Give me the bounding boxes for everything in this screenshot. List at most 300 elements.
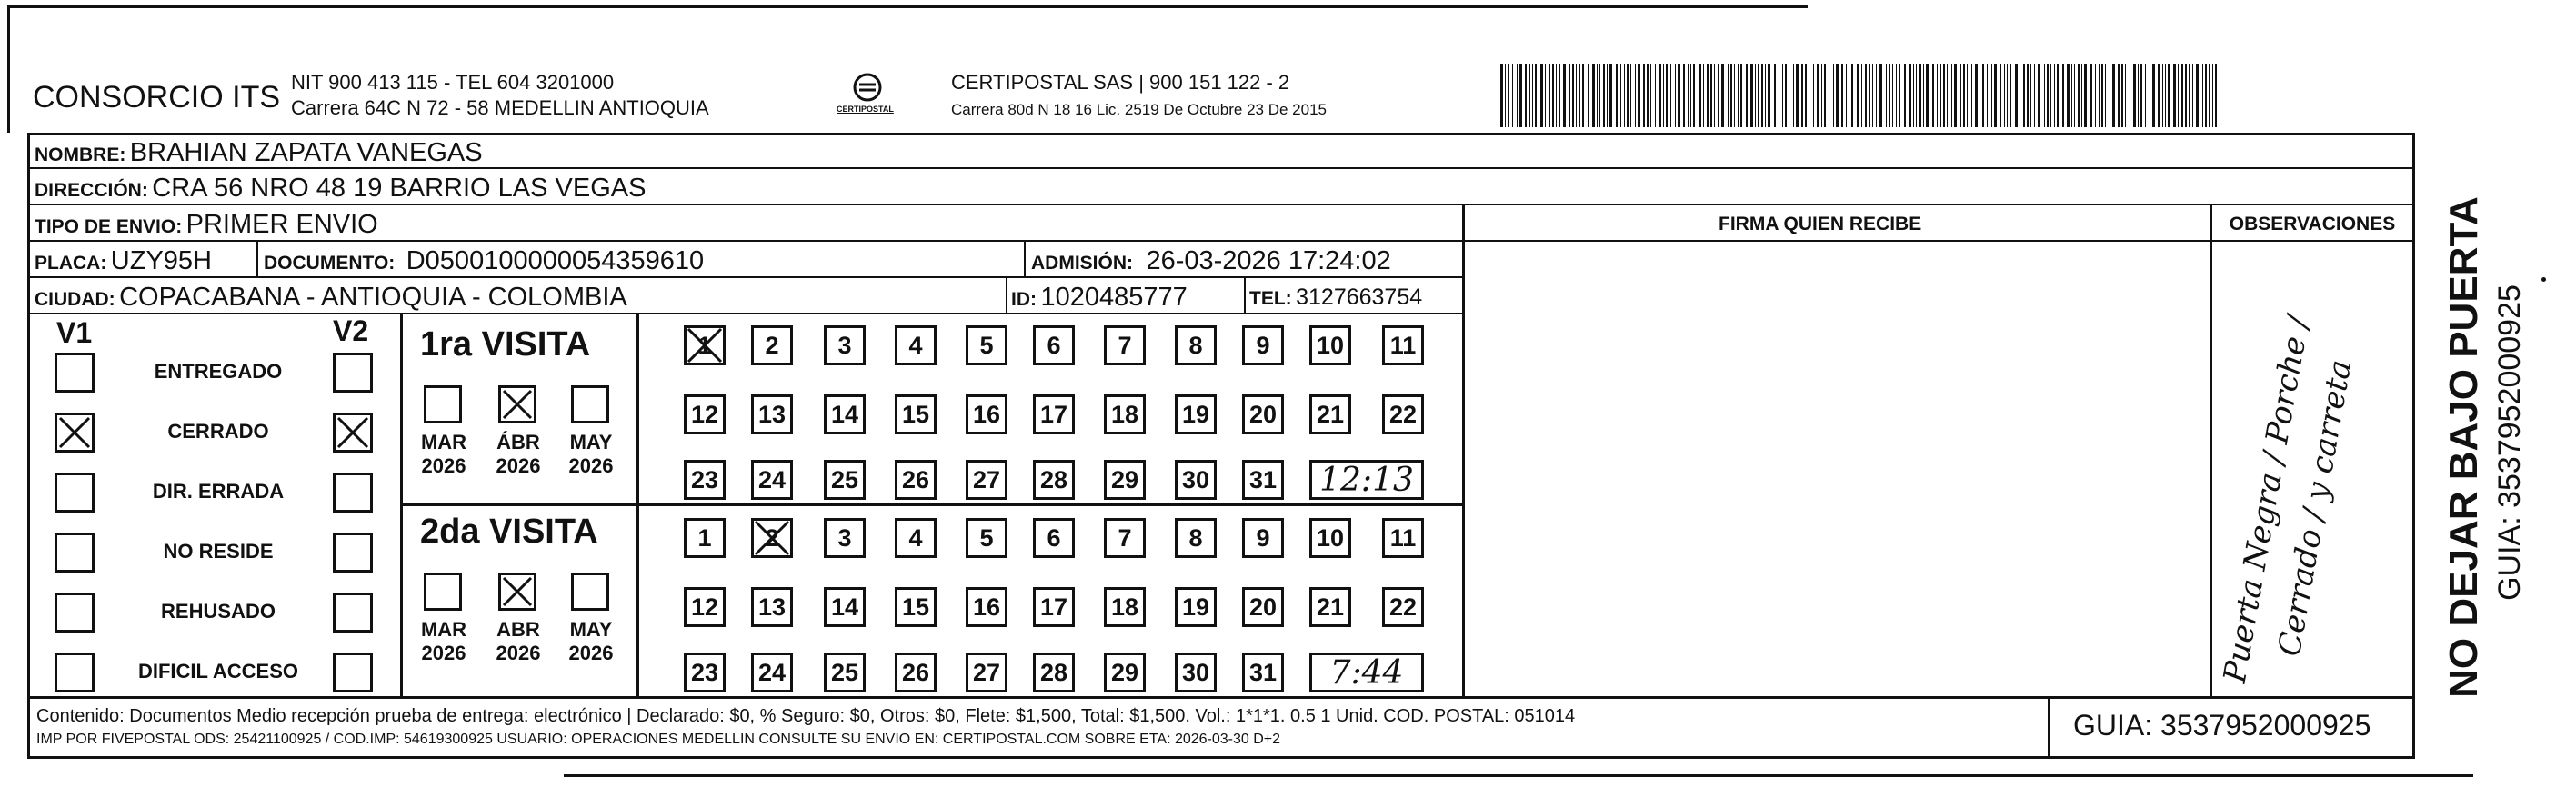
barcode-bar [1919, 64, 1921, 127]
barcode-bar [1703, 64, 1704, 127]
visit2-month-label: MAY [569, 618, 613, 641]
barcode-bar [1592, 64, 1595, 127]
barcode-bar [1947, 64, 1948, 127]
visit2-year-label: 2026 [568, 642, 614, 664]
visit1-day-8[interactable]: 8 [1175, 325, 1217, 365]
barcode-bar [2158, 64, 2160, 127]
barcode-bar [2173, 64, 2176, 127]
barcode-bar [1876, 64, 1877, 127]
row-line [27, 313, 1464, 314]
visit2-day-2[interactable]: 2 [751, 518, 793, 558]
barcode-bar [2015, 64, 2018, 127]
visit2-day-11[interactable]: 11 [1382, 518, 1424, 558]
shipping-type: PRIMER ENVIO [185, 210, 378, 239]
status-label: CERRADO [167, 420, 269, 443]
barcode-bar [1635, 64, 1636, 127]
barcode-bar [1505, 64, 1506, 127]
visit2-day-22[interactable]: 22 [1382, 587, 1424, 627]
barcode-bar [2050, 64, 2051, 127]
row-line [27, 696, 2415, 699]
company-name: CONSORCIO ITS [33, 80, 281, 115]
visit1-day-23[interactable]: 23 [684, 460, 726, 500]
barcode-bar [2140, 64, 2142, 127]
shipping-type-label: TIPO DE ENVIO: [35, 216, 183, 237]
company-nit: NIT 900 413 115 - TEL 604 3201000 [291, 71, 615, 94]
visit2-day-7[interactable]: 7 [1104, 518, 1146, 558]
row-line [27, 240, 1464, 242]
barcode-bar [1801, 64, 1803, 127]
barcode-bar [1987, 64, 1988, 127]
visit2-time-box[interactable]: 7:44 [1309, 653, 1424, 692]
barcode-bar [1721, 64, 1724, 127]
barcode-bar [2118, 64, 2120, 127]
barcode-bar [2152, 64, 2155, 127]
barcode-bar [1519, 64, 1522, 127]
col-line [1462, 204, 1465, 697]
barcode-bar [1963, 64, 1965, 127]
visit2-month-checkbox[interactable] [571, 573, 609, 611]
courier-address: Carrera 80d N 18 16 Lic. 2519 De Octubre 23 De 2015 [951, 101, 1327, 118]
signature-header: FIRMA QUIEN RECIBE [1719, 214, 1922, 234]
visit2-day-19[interactable]: 19 [1175, 587, 1217, 627]
barcode-bar [1620, 64, 1621, 127]
barcode-bar [1909, 64, 1911, 127]
status-label: REHUSADO [161, 600, 276, 623]
col-line [2048, 696, 2050, 758]
barcode-bar [1738, 64, 1739, 127]
status-checkbox-v1[interactable] [55, 353, 95, 393]
visit1-day-22[interactable]: 22 [1382, 394, 1424, 434]
visit2-day-1[interactable]: 1 [684, 518, 726, 558]
frame-left [27, 133, 30, 758]
visit1-month-checkbox[interactable] [571, 385, 609, 423]
barcode-bar [2099, 64, 2100, 127]
barcode-bar [1663, 64, 1664, 127]
barcode-bar [2095, 64, 2096, 127]
barcode-bar [2057, 64, 2059, 127]
barcode-bar [2189, 64, 2190, 127]
barcode-bar [1545, 64, 1546, 127]
barcode-bar [1734, 64, 1735, 127]
visit2-month-label: ABR [496, 618, 540, 641]
document-row [264, 248, 704, 274]
barcode-bar [1899, 64, 1900, 127]
plate-row [35, 248, 212, 274]
barcode-bar [1813, 64, 1814, 127]
barcode-bar [1532, 64, 1533, 127]
barcode-bar [2081, 64, 2082, 127]
visit1-day-12[interactable]: 12 [684, 394, 726, 434]
barcode-bar [1913, 64, 1914, 127]
shipping-type-row [35, 212, 378, 238]
barcode-bar [1556, 64, 1557, 127]
barcode-bar [1782, 64, 1783, 127]
col-line [1024, 240, 1026, 276]
document-value: D0500100000054359610 [406, 246, 705, 275]
observations-text: Puerta Negra / Porche / Cerrado / y carreta [2216, 313, 2360, 686]
logo-caption: CERTIPOSTAL [837, 105, 894, 114]
visit1-day-24[interactable]: 24 [751, 460, 793, 500]
barcode-bar [1675, 64, 1676, 127]
barcode-bar [2192, 64, 2193, 127]
barcode-bar [1889, 64, 1890, 127]
visit1-day-25[interactable]: 25 [824, 460, 866, 500]
visit1-day-3[interactable]: 3 [824, 325, 866, 365]
barcode-bar [1824, 64, 1826, 127]
id-value: 1020485777 [1040, 283, 1188, 312]
col-line [2210, 204, 2212, 697]
barcode-bar [2004, 64, 2005, 127]
side-warning: NO DEJAR BAJO PUERTA [2441, 196, 2486, 698]
barcode-bar [2145, 64, 2146, 127]
barcode-bar [1690, 64, 1691, 127]
visit1-day-18[interactable]: 18 [1104, 394, 1146, 434]
row-line [27, 276, 1464, 278]
visit1-day-14[interactable]: 14 [824, 394, 866, 434]
visit1-day-1[interactable]: 1 [684, 325, 726, 365]
visit-divider [400, 503, 1464, 506]
barcode-bar [1896, 64, 1897, 127]
barcode-bar [1718, 64, 1719, 127]
visit1-day-21[interactable]: 21 [1309, 394, 1351, 434]
barcode-bar [1846, 64, 1847, 127]
barcode-bar [1572, 64, 1574, 127]
status-label: ENTREGADO [154, 360, 283, 383]
barcode-bar [1624, 64, 1625, 127]
visit2-day-5[interactable]: 5 [966, 518, 1007, 558]
visit2-year-label: 2026 [421, 642, 466, 664]
barcode-bar [1552, 64, 1554, 127]
v2-label: V2 [333, 314, 369, 347]
barcode-bar [1582, 64, 1584, 127]
status-checkbox-v2[interactable] [333, 473, 373, 513]
status-checkbox-v2[interactable] [333, 533, 373, 573]
visit2-day-15[interactable]: 15 [895, 587, 937, 627]
barcode-bar [1603, 64, 1605, 127]
visit2-day-29[interactable]: 29 [1104, 653, 1146, 692]
barcode-bar [1517, 64, 1518, 127]
phone-value: 3127663754 [1296, 284, 1423, 310]
footer-print-info: IMP POR FIVEPOSTAL ODS: 25421100925 / COD.IMP: 54619300925 USUARIO: OPERACIONES MEDELLIN CONSULTE SU ENVIO EN: CERTIPOSTAL.COM SOBRE ETA: 2026-03-30 D+2 [36, 732, 1281, 747]
visit2-day-13[interactable]: 13 [751, 587, 793, 627]
barcode-bar [1975, 64, 1978, 127]
name-row [35, 140, 483, 166]
barcode-bar [1576, 64, 1577, 127]
barcode-bar [1529, 64, 1530, 127]
company-address: Carrera 64C N 72 - 58 MEDELLIN ANTIOQUIA [291, 96, 709, 119]
frame-top [27, 133, 2415, 135]
checkmark-x-icon [753, 519, 791, 557]
barcode-bar [1616, 64, 1618, 127]
visit2-day-23[interactable]: 23 [684, 653, 726, 692]
certipostal-logo [831, 69, 904, 118]
status-label: DIFICIL ACCESO [137, 660, 298, 682]
visit1-title: 1ra VISITA [420, 325, 591, 364]
visit1-day-28[interactable]: 28 [1033, 460, 1075, 500]
visit2-day-27[interactable]: 27 [966, 653, 1007, 692]
checkmark-x-icon [501, 575, 534, 608]
status-checkbox-v2[interactable] [333, 593, 373, 633]
status-label: DIR. ERRADA [152, 480, 285, 503]
barcode-bar [2105, 64, 2106, 127]
barcode-bar [1688, 64, 1689, 127]
barcode-bar [1836, 64, 1839, 127]
barcode-bar [2062, 64, 2064, 127]
visit1-day-2[interactable]: 2 [751, 325, 793, 365]
visit1-day-19[interactable]: 19 [1175, 394, 1217, 434]
city-label: CIUDAD: [35, 289, 115, 310]
barcode-bar [1579, 64, 1580, 127]
visit1-day-5[interactable]: 5 [966, 325, 1007, 365]
barcode-bar [1710, 64, 1712, 127]
barcode-bar [1599, 64, 1600, 127]
barcode [1500, 64, 2228, 127]
row-line [27, 204, 2415, 205]
barcode-bar [1627, 64, 1629, 127]
visit2-day-26[interactable]: 26 [895, 653, 937, 692]
barcode-bar [2162, 64, 2163, 127]
barcode-bar [1879, 64, 1882, 127]
recipient-name: BRAHIAN ZAPATA VANEGAS [129, 138, 483, 167]
visit2-day-24[interactable]: 24 [751, 653, 793, 692]
status-checkbox-v2[interactable] [333, 353, 373, 393]
checkmark-x-icon [501, 388, 534, 421]
visit1-day-30[interactable]: 30 [1175, 460, 1217, 500]
visit1-day-29[interactable]: 29 [1104, 460, 1146, 500]
status-checkbox-v1[interactable] [55, 473, 95, 513]
col-line [1244, 276, 1246, 313]
barcode-bar [1597, 64, 1598, 127]
barcode-bar [1943, 64, 1945, 127]
visit1-time-box[interactable]: 12:13 [1309, 460, 1424, 500]
admission-value: 26-03-2026 17:24:02 [1146, 246, 1391, 275]
barcode-bar [2044, 64, 2045, 127]
city-row [35, 284, 627, 311]
document-label: DOCUMENTO: [264, 253, 396, 274]
barcode-bar [2202, 64, 2203, 127]
barcode-bar [1785, 64, 1787, 127]
visit2-month-checkbox[interactable] [424, 573, 462, 611]
visit2-day-31[interactable]: 31 [1242, 653, 1284, 692]
checkmark-x-icon [57, 415, 92, 450]
visit2-day-6[interactable]: 6 [1033, 518, 1075, 558]
barcode-bar [2178, 64, 2179, 127]
visit2-day-4[interactable]: 4 [895, 518, 937, 558]
barcode-bar [1563, 64, 1566, 127]
visit1-day-27[interactable]: 27 [966, 460, 1007, 500]
status-checkbox-v1[interactable] [55, 593, 95, 633]
barcode-bar [2101, 64, 2103, 127]
visit1-day-15[interactable]: 15 [895, 394, 937, 434]
visit1-day-31[interactable]: 31 [1242, 460, 1284, 500]
barcode-bar [2112, 64, 2115, 127]
visit2-day-14[interactable]: 14 [824, 587, 866, 627]
visit2-day-3[interactable]: 3 [824, 518, 866, 558]
status-checkbox-v2[interactable] [333, 653, 373, 692]
barcode-bar [1730, 64, 1732, 127]
barcode-bar [1540, 64, 1543, 127]
barcode-bar [1841, 64, 1843, 127]
barcode-bar [1535, 64, 1537, 127]
visit2-year-label: 2026 [496, 642, 541, 664]
observations-header: OBSERVACIONES [2229, 214, 2396, 234]
visit2-day-28[interactable]: 28 [1033, 653, 1075, 692]
visit1-month-label: MAY [569, 431, 613, 453]
recipient-address: CRA 56 NRO 48 19 BARRIO LAS VEGAS [152, 174, 647, 203]
barcode-bar [2034, 64, 2035, 127]
barcode-bar [1761, 64, 1763, 127]
courier-name: CERTIPOSTAL SAS | 900 151 122 - 2 [951, 71, 1290, 94]
barcode-bar [1768, 64, 1770, 127]
side-guia: GUIA: 3537952000925 [2492, 284, 2527, 601]
visit2-title: 2da VISITA [420, 513, 598, 551]
footer-guia: GUIA: 3537952000925 [2073, 709, 2371, 742]
name-label: NOMBRE: [35, 144, 126, 165]
barcode-bar [1559, 64, 1560, 127]
col-line [1006, 276, 1007, 313]
barcode-bar [1630, 64, 1631, 127]
visit1-day-11[interactable]: 11 [1382, 325, 1424, 365]
barcode-bar [1869, 64, 1870, 127]
visit1-day-16[interactable]: 16 [966, 394, 1007, 434]
barcode-bar [2090, 64, 2092, 127]
v1-label: V1 [56, 316, 93, 349]
barcode-bar [1508, 64, 1509, 127]
checkmark-x-icon [336, 415, 370, 450]
barcode-bar [1937, 64, 1938, 127]
visit1-day-17[interactable]: 17 [1033, 394, 1075, 434]
admission-row [1031, 248, 1391, 274]
barcode-bar [1865, 64, 1867, 127]
barcode-bar [2067, 64, 2070, 127]
address-label: DIRECCIÓN: [35, 180, 148, 201]
barcode-bar [1755, 64, 1756, 127]
barcode-bar [1638, 64, 1640, 127]
barcode-bar [2133, 64, 2136, 127]
visit2-day-10[interactable]: 10 [1309, 518, 1351, 558]
barcode-bar [1923, 64, 1924, 127]
visit1-day-7[interactable]: 7 [1104, 325, 1146, 365]
barcode-bar [2047, 64, 2049, 127]
address-row [35, 175, 646, 202]
barcode-bar [1746, 64, 1748, 127]
barcode-bar [2038, 64, 2040, 127]
status-checkbox-v1[interactable] [55, 653, 95, 692]
barcode-bar [2054, 64, 2055, 127]
barcode-bar [1500, 64, 1503, 127]
visit1-month-checkbox[interactable] [424, 385, 462, 423]
phone-label: TEL: [1249, 288, 1292, 309]
barcode-bar [1916, 64, 1917, 127]
barcode-bar [1892, 64, 1893, 127]
visit1-month-label: MAR [420, 431, 467, 453]
barcode-bar [1678, 64, 1680, 127]
visit1-day-6[interactable]: 6 [1033, 325, 1075, 365]
barcode-bar [1670, 64, 1671, 127]
visit2-day-17[interactable]: 17 [1033, 587, 1075, 627]
barcode-bar [2027, 64, 2029, 127]
visit1-month-label: ÁBR [496, 431, 540, 453]
barcode-bar [1793, 64, 1794, 127]
visit2-day-9[interactable]: 9 [1242, 518, 1284, 558]
plate-value: UZY95H [110, 246, 212, 275]
barcode-bar [2196, 64, 2199, 127]
barcode-bar [1991, 64, 1992, 127]
visit1-day-9[interactable]: 9 [1242, 325, 1284, 365]
row-line [27, 167, 2415, 169]
visit1-day-26[interactable]: 26 [895, 460, 937, 500]
barcode-bar [1707, 64, 1709, 127]
barcode-bar [1857, 64, 1859, 127]
barcode-bar [1805, 64, 1807, 127]
side-text [2419, 127, 2528, 763]
barcode-bar [2165, 64, 2166, 127]
barcode-bar [1609, 64, 1612, 127]
visit2-day-21[interactable]: 21 [1309, 587, 1351, 627]
barcode-bar [1714, 64, 1715, 127]
barcode-bar [1758, 64, 1759, 127]
visit2-day-30[interactable]: 30 [1175, 653, 1217, 692]
visit1-day-4[interactable]: 4 [895, 325, 937, 365]
visit1-day-10[interactable]: 10 [1309, 325, 1351, 365]
visit1-day-13[interactable]: 13 [751, 394, 793, 434]
barcode-bar [1699, 64, 1701, 127]
visit2-day-20[interactable]: 20 [1242, 587, 1284, 627]
barcode-bar [2030, 64, 2031, 127]
visit2-day-16[interactable]: 16 [966, 587, 1007, 627]
visit2-day-25[interactable]: 25 [824, 653, 866, 692]
barcode-bar [1851, 64, 1853, 127]
barcode-bar [1861, 64, 1862, 127]
barcode-bar [1796, 64, 1799, 127]
barcode-bar [2125, 64, 2126, 127]
barcode-bar [1817, 64, 1819, 127]
barcode-bar [2010, 64, 2011, 127]
visit2-month-label: MAR [420, 618, 467, 641]
barcode-bar [2215, 64, 2217, 127]
barcode-bar [2185, 64, 2187, 127]
barcode-bar [1650, 64, 1651, 127]
barcode-bar [2209, 64, 2210, 127]
admission-label: ADMISIÓN: [1031, 253, 1133, 274]
barcode-bar [1647, 64, 1649, 127]
visit2-day-8[interactable]: 8 [1175, 518, 1217, 558]
barcode-bar [1886, 64, 1887, 127]
barcode-bar [2168, 64, 2170, 127]
barcode-bar [2007, 64, 2008, 127]
visit2-day-18[interactable]: 18 [1104, 587, 1146, 627]
barcode-bar [1683, 64, 1685, 127]
barcode-bar [1643, 64, 1645, 127]
plate-label: PLACA: [35, 253, 107, 274]
status-label: NO RESIDE [163, 540, 274, 563]
status-checkbox-v1[interactable] [55, 533, 95, 573]
barcode-bar [1971, 64, 1972, 127]
barcode-bar [1940, 64, 1941, 127]
barcode-bar [1967, 64, 1968, 127]
barcode-bar [2181, 64, 2183, 127]
visit2-day-12[interactable]: 12 [684, 587, 726, 627]
barcode-bar [1954, 64, 1957, 127]
barcode-bar [1512, 64, 1513, 127]
barcode-bar [2074, 64, 2075, 127]
barcode-bar [1765, 64, 1766, 127]
visit1-day-20[interactable]: 20 [1242, 394, 1284, 434]
barcode-bar [1693, 64, 1695, 127]
barcode-bar [1655, 64, 1656, 127]
barcode-bar [1994, 64, 1997, 127]
city-value: COPACABANA - ANTIOQUIA - COLOMBIA [119, 283, 627, 312]
